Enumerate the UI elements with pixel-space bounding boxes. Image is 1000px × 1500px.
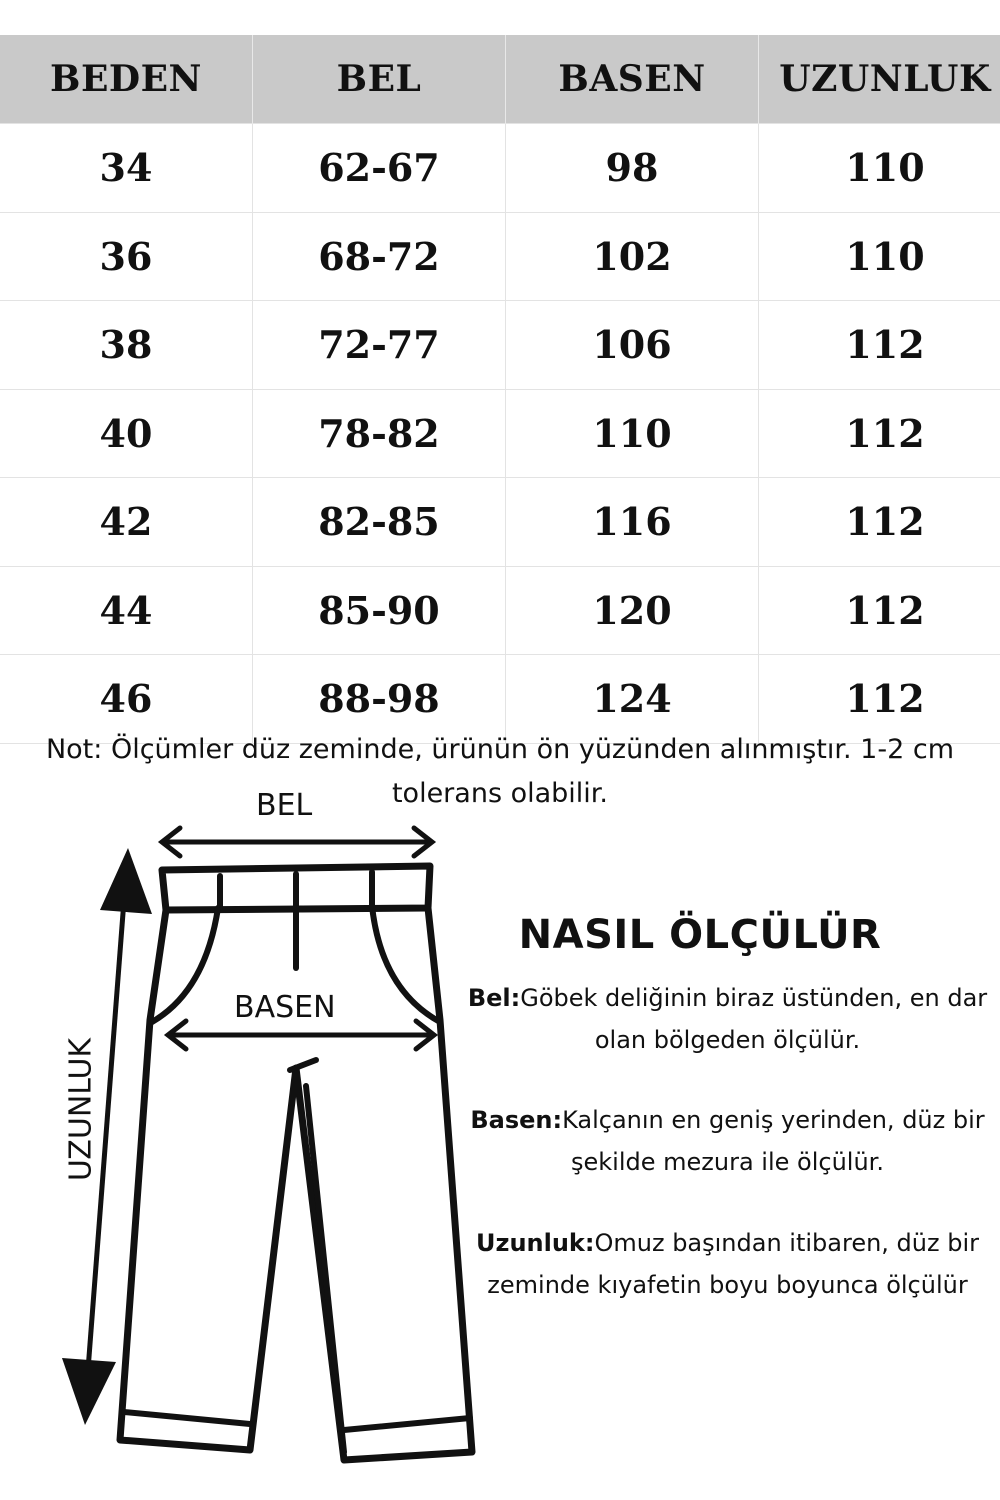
table-row	[0, 566, 1000, 655]
header-uzunluk: UZUNLUK	[759, 35, 1000, 124]
how-to-length-term: Uzunluk:	[475, 1229, 595, 1257]
cell-bel: 88-98	[253, 655, 506, 744]
cell-beden: 44	[0, 566, 253, 655]
how-to-measure-title: NASIL ÖLÇÜLÜR	[518, 912, 882, 958]
cell-bel: 68-72	[253, 212, 506, 301]
waist-arrow-icon	[162, 828, 432, 856]
header-bel: BEL	[253, 35, 506, 124]
how-to-hip	[455, 1099, 1000, 1183]
cell-basen: 106	[506, 301, 759, 390]
table-row	[0, 301, 1000, 390]
cell-uzunluk: 112	[759, 655, 1000, 744]
cell-beden: 40	[0, 389, 253, 478]
how-to-length-text: Omuz başından itibaren, düz bir zeminde kıyafetin boyu boyunca ölçülür	[487, 1229, 979, 1299]
hip-arrow-icon	[168, 1021, 434, 1049]
cell-uzunluk: 112	[759, 566, 1000, 655]
how-to-waist-text: Göbek deliğinin biraz üstünden, en dar olan bölgeden ölçülür.	[520, 984, 988, 1054]
cell-basen: 124	[506, 655, 759, 744]
waist-label: BEL	[256, 788, 313, 823]
size-table-header	[0, 35, 1000, 124]
length-label: UZUNLUK	[63, 1037, 99, 1182]
cell-uzunluk: 110	[759, 124, 1000, 213]
how-to-length	[455, 1222, 1000, 1306]
cell-bel: 78-82	[253, 389, 506, 478]
cell-uzunluk: 112	[759, 478, 1000, 567]
cell-beden: 42	[0, 478, 253, 567]
table-row	[0, 389, 1000, 478]
cell-bel: 62-67	[253, 124, 506, 213]
cell-beden: 34	[0, 124, 253, 213]
measurement-note: Not: Ölçümler düz zeminde, ürünün ön yüzünden alınmıştır. 1-2 cm tolerans olabilir.	[45, 734, 955, 809]
header-basen: BASEN	[506, 35, 759, 124]
trousers-outline-icon	[120, 866, 472, 1460]
how-to-hip-text: Kalçanın en geniş yerinden, düz bir şekilde mezura ile ölçülür.	[562, 1106, 985, 1176]
hip-label: BASEN	[234, 990, 336, 1025]
how-to-hip-term: Basen:	[470, 1106, 563, 1134]
cell-uzunluk: 112	[759, 301, 1000, 390]
cell-beden: 36	[0, 212, 253, 301]
cell-uzunluk: 112	[759, 389, 1000, 478]
cell-basen: 116	[506, 478, 759, 567]
how-to-waist	[455, 977, 1000, 1061]
cell-bel: 72-77	[253, 301, 506, 390]
cell-bel: 85-90	[253, 566, 506, 655]
table-row	[0, 212, 1000, 301]
table-row	[0, 124, 1000, 213]
table-row	[0, 478, 1000, 567]
size-table	[0, 35, 1000, 744]
cell-beden: 46	[0, 655, 253, 744]
cell-beden: 38	[0, 301, 253, 390]
header-beden: BEDEN	[0, 35, 253, 124]
cell-basen: 110	[506, 389, 759, 478]
cell-uzunluk: 110	[759, 212, 1000, 301]
cell-bel: 82-85	[253, 478, 506, 567]
cell-basen: 102	[506, 212, 759, 301]
cell-basen: 120	[506, 566, 759, 655]
cell-basen: 98	[506, 124, 759, 213]
how-to-waist-term: Bel:	[467, 984, 521, 1012]
